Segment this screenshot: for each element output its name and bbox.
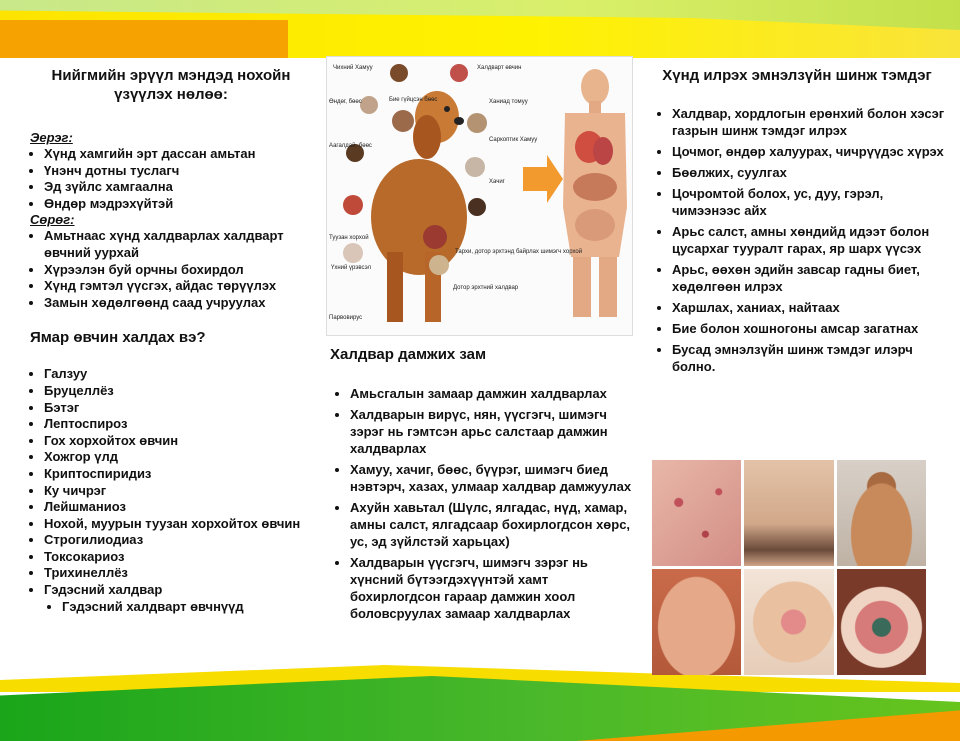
label-inflammation: Үхний үрэвсэл [331,265,372,271]
positive-item: • Хүнд хамгийн эрт дассан амьтан [44,146,312,163]
negative-label: Сөрөг: [30,212,75,228]
positive-item: • Үнэнч дотны туслагч [44,163,312,180]
impact-title: Нийгмийн эрүүл мэндэд нохойн үзүүлэх нөлөө: [51,67,291,103]
label-brain-parasites: Тархи, дотор эрхтэнд байрлах шимэгч хорхой [455,249,583,255]
disease-item: • Гох хорхойтох өвчин [44,433,312,450]
disease-item: • Бэтэг [44,400,312,417]
label-eggs: Өндөг, бөөс [329,99,362,105]
symptom-item: • Арьс салст, амны хөндийд идээт болон цусархаг тууралт гарах, яр шарх үүсэх [672,223,946,257]
label-parvovirus: Парвовирус [329,315,363,321]
transmission-item: • Халдварын вирүс, нян, үүсгэгч, шимэгч зэрэг нь гэмтсэн арьс салстаар дамжин халдварлах [350,406,636,457]
disease-item: • Токсокариоз [44,549,312,566]
symptoms-list [648,105,946,375]
symptom-item: • Халдвар, хордлогын ерөнхий болон хэсэг газрын шинж тэмдэг илрэх [672,105,946,139]
negative-item: • Амьтнаас хүнд халдварлах халдварт өвчний уурхай [44,228,312,261]
label-lice: Бие гүйцсэн бөөс [389,97,438,103]
label-ear-mites: Чихний Хамуу [333,65,373,71]
disease-item: • Нохой, муурын туузан хорхойтох өвчин [44,516,312,533]
disease-item: • Трихинеллёз [44,565,312,582]
label-flea: Аагалдай, бөөс [329,143,372,149]
label-tick: Хачиг [489,179,505,185]
label-tapeworm: Туузан хорхой [329,235,369,241]
diseases-list [30,366,312,615]
negative-list [30,228,312,311]
diseases-title: Ямар өвчин халдах вэ? [30,329,206,347]
middle-column [326,56,636,626]
symptoms-title: Хүнд илрэх эмнэлзүйн шинж тэмдэг [662,67,932,84]
disease-item: • Криптоспиридиз [44,466,312,483]
left-column [30,66,312,615]
disease-item: • Бруцеллёз [44,383,312,400]
transmission-item: • Халдварын үүсгэгч, шимэгч зэрэг нь хүнсний бүтээгдэхүүнтэй хамт бохирлогдсон гараар дамжин хоол боловсруулах замаар халдварлах [350,554,636,622]
disease-item: • Лептоспироз [44,416,312,433]
disease-item: • Гэдэсний халдвар [44,582,312,599]
symptom-item: • Цочромтой болох, ус, дуу, гэрэл, чимээнээс айх [672,185,946,219]
negative-item: • Замын хөдөлгөөнд саад учруулах [44,295,312,312]
hand-ulcer-photo [744,569,833,675]
skin-rash-photo [652,460,741,566]
red-eye-photo [837,569,926,675]
positive-list [30,146,312,212]
symptom-photo-grid [652,460,926,675]
negative-item: • Хүнд гэмтэл үүсгэх, айдас төрүүлэх [44,278,312,295]
child-swollen-abdomen-photo [837,460,926,566]
label-sarcoptic: Саркоптик Хамуу [489,137,538,143]
disease-item: • Строгилиодиаз [44,532,312,549]
positive-item: • Өндөр мэдрэхүйтэй [44,196,312,213]
transmission-list [326,385,636,622]
positive-label: Эерэг: [30,130,73,145]
right-column [648,66,946,379]
symptom-item: • Бөөлжих, суулгах [672,164,946,181]
label-infectious: Халдварт өвчин [477,65,522,71]
dog-human-infection-illustration [326,56,633,336]
disease-item: • Гэдэсний халдварт өвчнүүд [62,599,312,616]
disease-item: • Хожгор үлд [44,449,312,466]
symptom-item: • Арьс, өөхөн эдийн завсар гадны биет, хөдөлгөөн илрэх [672,261,946,295]
eye-lid-lesion-photo [744,460,833,566]
disease-item: • Галзуу [44,366,312,383]
symptom-item: • Бие болон хошногоны амсар загатнах [672,320,946,337]
symptom-item: • Бусад эмнэлзүйн шинж тэмдэг илэрч болно. [672,341,946,375]
transmission-item: • Хамуу, хачиг, бөөс, бүүрэг, шимэгч биед нэвтэрч, хазах, улмаар халдвар дамжуулах [350,461,636,495]
disease-item: • Ку чичрэг [44,483,312,500]
illustration-svg [327,57,632,335]
positive-item: • Эд зүйлс хамгаална [44,179,312,196]
transmission-title: Халдвар дамжих зам [330,346,487,363]
transmission-item: • Амьсгалын замаар дамжин халдварлах [350,385,636,402]
negative-item: • Хүрээлэн буй орчны бохирдол [44,262,312,279]
label-internal-infection: Дотор эрхтний халдвар [453,285,519,291]
symptom-item: • Харшлах, ханиах, найтаах [672,299,946,316]
symptom-item: • Цочмог, өндөр халуурах, чичрүүдэс хүрэх [672,143,946,160]
label-flu: Ханиад томуу [489,99,528,105]
foot-lesion-photo [652,569,741,675]
transmission-item: • Ахуйн хавьтал (Шүлс, ялгадас, нүд, хамар, амны салст, ялгадсаар бохирлогдсон хөрс, ус, эд зүйлстэй харьцах) [350,499,636,550]
disease-item: • Лейшманиоз [44,499,312,516]
